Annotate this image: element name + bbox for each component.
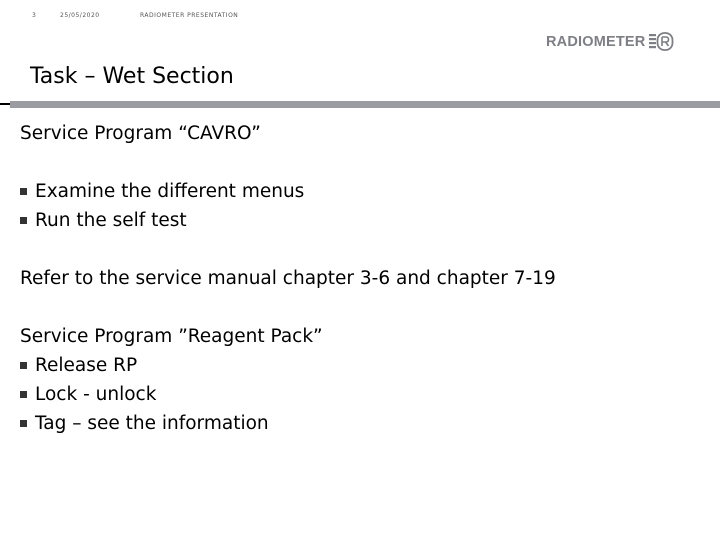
square-bullet-icon — [20, 217, 27, 224]
list-item-text: Tag – see the information — [35, 413, 269, 434]
section-heading-reagent-pack: Service Program ”Reagent Pack” — [20, 326, 323, 347]
slide-title: Task – Wet Section — [30, 64, 234, 89]
radiometer-logo — [546, 31, 675, 53]
spacer — [20, 235, 710, 264]
slide-date: 25/05/2020 — [60, 12, 100, 19]
list-item-text: Release RP — [35, 355, 138, 376]
list-item — [20, 409, 710, 438]
radiometer-logo-icon — [648, 32, 675, 52]
list-item — [20, 177, 710, 206]
square-bullet-icon — [20, 391, 27, 398]
list-item — [20, 351, 710, 380]
square-bullet-icon — [20, 188, 27, 195]
reference-text: Refer to the service manual chapter 3-6 and chapter 7-19 — [20, 268, 556, 289]
spacer — [20, 148, 710, 177]
title-rule-bar — [10, 101, 720, 108]
list-item — [20, 206, 710, 235]
title-rule-accent — [0, 103, 10, 105]
list-item-text: Run the self test — [35, 210, 187, 231]
presentation-label: RADIOMETER PRESENTATION — [140, 12, 239, 19]
spacer — [20, 293, 710, 322]
list-item-text: Examine the different menus — [35, 181, 305, 202]
slide-content — [20, 119, 710, 438]
list-item — [20, 380, 710, 409]
slide-number: 3 — [32, 12, 37, 19]
square-bullet-icon — [20, 420, 27, 427]
section-heading-cavro: Service Program “CAVRO” — [20, 123, 261, 144]
logo-text: RADIOMETER — [546, 34, 646, 50]
square-bullet-icon — [20, 362, 27, 369]
list-item-text: Lock - unlock — [35, 384, 157, 405]
